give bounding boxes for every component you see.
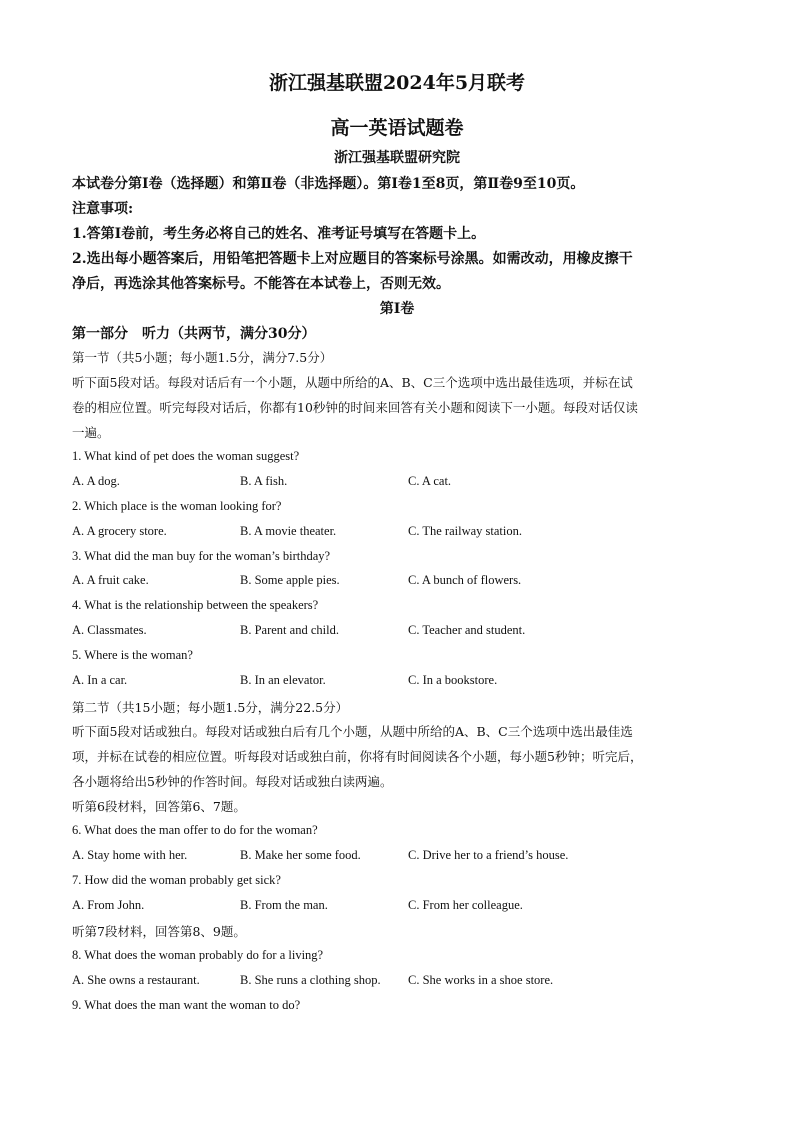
note-1: 1.答第Ⅰ卷前，考生务必将自己的姓名、准考证号填写在答题卡上。 — [72, 226, 486, 242]
intro-line: 本试卷分第Ⅰ卷（选择题）和第Ⅱ卷（非选择题）。第Ⅰ卷1至8页，第Ⅱ卷9至10页。 — [72, 176, 585, 192]
section1-title: 第一节（共5小题；每小题1.5分，满分7.5分） — [72, 350, 333, 365]
question-8: 8. What does the woman probably do for a living? — [72, 948, 324, 962]
exam-title: 浙江强基联盟2024年5月联考 — [268, 72, 526, 94]
q8-option-a: A. She owns a restaurant. — [72, 973, 200, 987]
q4-option-c: C. Teacher and student. — [408, 623, 526, 637]
section1-instructions-c: 一遍。 — [72, 425, 110, 440]
material-7-label: 听第7段材料，回答第8、9题。 — [72, 924, 246, 939]
note-2a: 2.选出每小题答案后，用铅笔把答题卡上对应题目的答案标号涂黑。如需改动，用橡皮擦干 — [72, 251, 633, 267]
part1-title: 第一部分 听力（共两节，满分30分） — [72, 326, 316, 342]
question-1: 1. What kind of pet does the woman suggest? — [72, 449, 300, 463]
exam-subtitle: 高一英语试题卷 — [330, 117, 464, 139]
q8-option-c: C. She works in a shoe store. — [408, 973, 554, 987]
material-6-label: 听第6段材料，回答第6、7题。 — [72, 799, 246, 814]
q5-option-c: C. In a bookstore. — [408, 673, 498, 687]
section1-instructions-a: 听下面5段对话。每段对话后有一个小题，从题中所给的A、B、C三个选项中选出最佳选项，并标在试 — [72, 375, 633, 390]
section2-instructions-c: 各小题将给出5秒钟的作答时间。每段对话或独白读两遍。 — [72, 774, 393, 789]
section2-title: 第二节（共15小题；每小题1.5分，满分22.5分） — [72, 700, 349, 715]
q3-option-c: C. A bunch of flowers. — [408, 573, 522, 587]
q7-option-c: C. From her colleague. — [408, 898, 523, 912]
q1-option-b: B. A fish. — [240, 474, 288, 488]
q8-option-b: B. She runs a clothing shop. — [240, 973, 381, 987]
q1-option-a: A. A dog. — [72, 474, 120, 488]
question-4: 4. What is the relationship between the speakers? — [72, 598, 319, 612]
question-3: 3. What did the man buy for the woman’s birthday? — [72, 549, 331, 563]
question-2: 2. Which place is the woman looking for? — [72, 499, 282, 513]
q2-option-c: C. The railway station. — [408, 524, 522, 538]
q2-option-a: A. A grocery store. — [72, 524, 167, 538]
q6-option-b: B. Make her some food. — [240, 848, 361, 862]
section2-instructions-b: 项，并标在试卷的相应位置。听每段对话或独白前，你将有时间阅读各个小题，每小题5秒钟；听完后， — [72, 749, 643, 764]
question-7: 7. How did the woman probably get sick? — [72, 873, 281, 887]
q2-option-b: B. A movie theater. — [240, 524, 337, 538]
q7-option-b: B. From the man. — [240, 898, 328, 912]
notes-title: 注意事项: — [72, 201, 134, 217]
note-2b: 净后，再选涂其他答案标号。不能答在本试卷上，否则无效。 — [72, 276, 450, 292]
q6-option-c: C. Drive her to a friend’s house. — [408, 848, 569, 862]
q5-option-b: B. In an elevator. — [240, 673, 326, 687]
q7-option-a: A. From John. — [72, 898, 145, 912]
volume-label: 第Ⅰ卷 — [379, 301, 415, 317]
q5-option-a: A. In a car. — [72, 673, 128, 687]
q3-option-b: B. Some apple pies. — [240, 573, 340, 587]
section1-instructions-b: 卷的相应位置。听完每段对话后，你都有10秒钟的时间来回答有关小题和阅读下一小题。每段对话仅读 — [72, 400, 638, 415]
question-5: 5. Where is the woman? — [72, 648, 193, 662]
q3-option-a: A. A fruit cake. — [72, 573, 149, 587]
q4-option-a: A. Classmates. — [72, 623, 147, 637]
institution-name: 浙江强基联盟研究院 — [334, 150, 460, 166]
q4-option-b: B. Parent and child. — [240, 623, 339, 637]
section2-instructions-a: 听下面5段对话或独白。每段对话或独白后有几个小题，从题中所给的A、B、C三个选项中选出最佳选 — [72, 724, 633, 739]
question-6: 6. What does the man offer to do for the woman? — [72, 823, 318, 837]
q1-option-c: C. A cat. — [408, 474, 452, 488]
q6-option-a: A. Stay home with her. — [72, 848, 188, 862]
question-9: 9. What does the man want the woman to do? — [72, 998, 301, 1012]
